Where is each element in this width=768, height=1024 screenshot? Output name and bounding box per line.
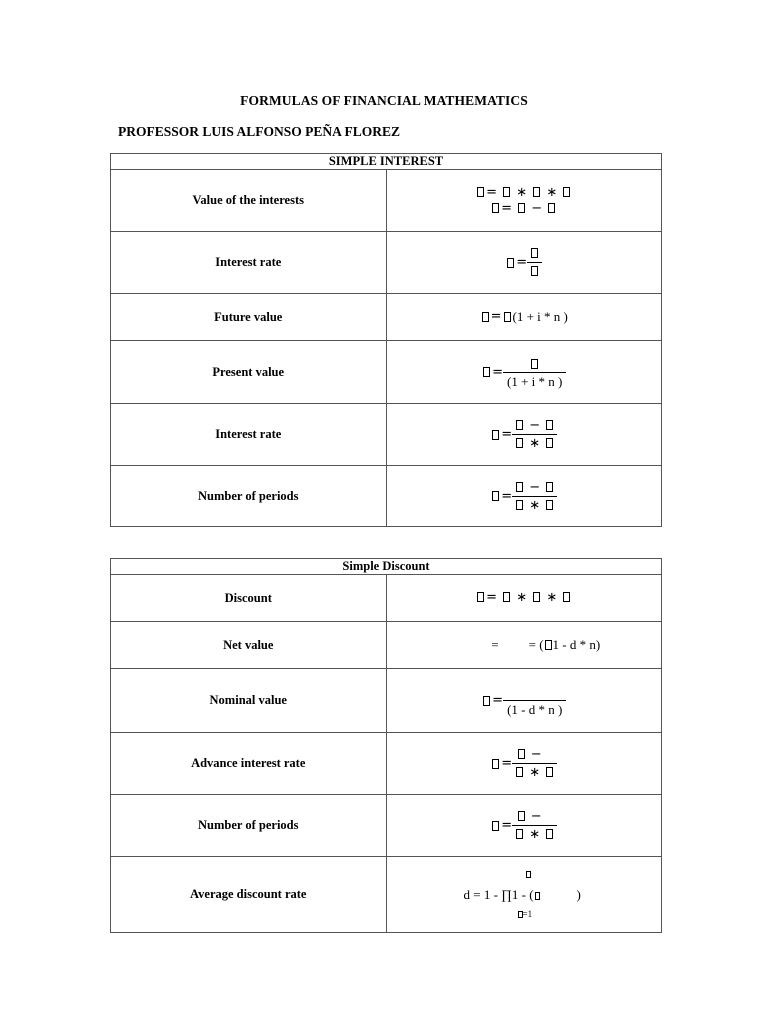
formula-label: Number of periods bbox=[111, 466, 387, 527]
table-row bbox=[111, 341, 662, 404]
formula-cell: = ∗ ∗ bbox=[386, 575, 662, 622]
formula-label: Value of the interests bbox=[111, 170, 387, 232]
author-line: PROFESSOR LUIS ALFONSO PEÑA FLOREZ bbox=[118, 124, 401, 139]
table-row bbox=[111, 575, 662, 622]
formula-label: Interest rate bbox=[111, 232, 387, 294]
document-title: FORMULAS OF FINANCIAL MATHEMATICS bbox=[240, 93, 528, 108]
table-header: SIMPLE INTEREST bbox=[111, 154, 662, 170]
table-row bbox=[111, 733, 662, 795]
formula-label: Net value bbox=[111, 622, 387, 669]
formula-label: Number of periods bbox=[111, 795, 387, 857]
table-row bbox=[111, 857, 662, 933]
table-row bbox=[111, 466, 662, 527]
table-row bbox=[111, 170, 662, 232]
table-row bbox=[111, 669, 662, 733]
table-row bbox=[111, 294, 662, 341]
table-row bbox=[111, 795, 662, 857]
formula-cell: = bbox=[386, 232, 662, 294]
formula-label: Advance interest rate bbox=[111, 733, 387, 795]
formula-cell: = ∗ ∗ = − bbox=[386, 170, 662, 232]
formula-cell: d = 1 - ∏1 - ( ) =1 bbox=[386, 857, 662, 933]
formula-label: Nominal value bbox=[111, 669, 387, 733]
table-row bbox=[111, 404, 662, 466]
formula-label: Present value bbox=[111, 341, 387, 404]
formula-label: Interest rate bbox=[111, 404, 387, 466]
formula-cell: = = ( 1 - d * n) bbox=[386, 622, 662, 669]
formula-cell: = (1 + i * n ) bbox=[386, 294, 662, 341]
formula-label: Discount bbox=[111, 575, 387, 622]
table-header: Simple Discount bbox=[111, 559, 662, 575]
formula-cell: = $\frac{-}{∗}$ bbox=[386, 466, 662, 527]
simple-discount-table bbox=[110, 558, 662, 933]
formula-cell: = (1 - d * n ) bbox=[386, 669, 662, 733]
formula-label: Average discount rate bbox=[111, 857, 387, 933]
formula-label: Future value bbox=[111, 294, 387, 341]
formula-cell: = $\frac{-}{∗}$ bbox=[386, 733, 662, 795]
table-row bbox=[111, 622, 662, 669]
formula-cell: = $\frac{-}{∗}$ bbox=[386, 404, 662, 466]
table-row bbox=[111, 232, 662, 294]
simple-interest-table bbox=[110, 153, 662, 527]
formula-cell: = (1 + i * n ) bbox=[386, 341, 662, 404]
formula-cell: = $\frac{-}{∗}$ bbox=[386, 795, 662, 857]
